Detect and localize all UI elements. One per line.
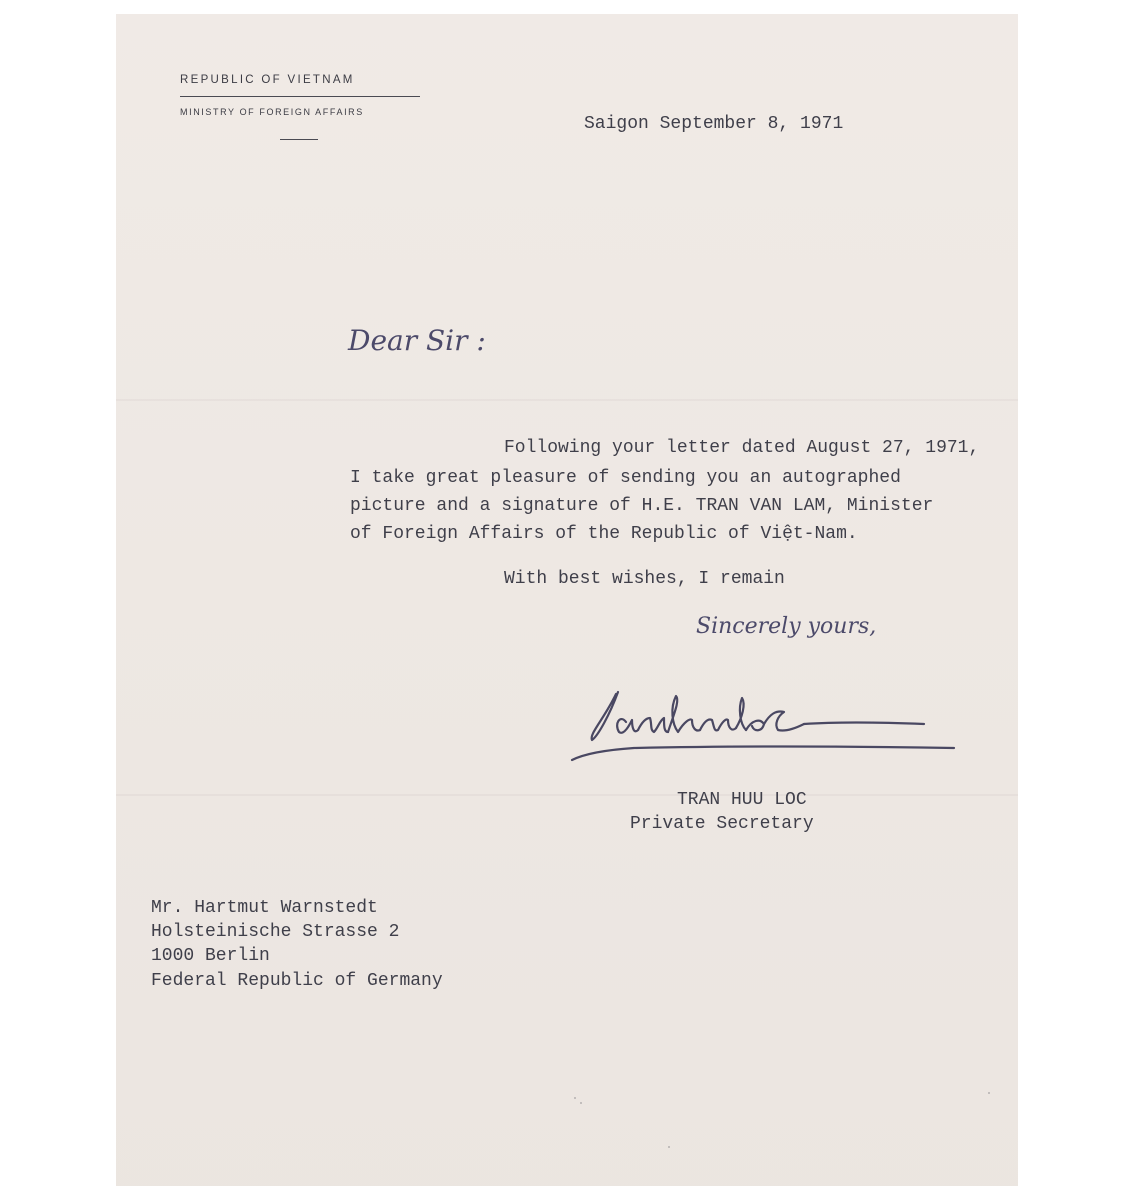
- paper-speck: [574, 1097, 576, 1099]
- address-line-3: 1000 Berlin: [151, 946, 270, 966]
- signatory-title: Private Secretary: [630, 814, 814, 834]
- letter-sheet: [116, 14, 1018, 1186]
- complimentary-close: Sincerely yours,: [696, 614, 877, 639]
- body-line-1: Following your letter dated August 27, 1971,: [504, 438, 980, 458]
- handwritten-signature: [564, 674, 964, 774]
- address-line-4: Federal Republic of Germany: [151, 971, 443, 991]
- letterhead-short-rule: [280, 139, 318, 140]
- paper-speck: [580, 1102, 582, 1104]
- letterhead-rule: [180, 96, 420, 97]
- closing-line: With best wishes, I remain: [504, 569, 785, 589]
- address-line-2: Holsteinische Strasse 2: [151, 922, 400, 942]
- paper-fold-line: [116, 794, 1018, 796]
- salutation: Dear Sir :: [348, 324, 486, 357]
- letterhead-ministry: MINISTRY OF FOREIGN AFFAIRS: [180, 107, 364, 117]
- paper-speck: [668, 1146, 670, 1148]
- paper-fold-line: [116, 399, 1018, 401]
- body-line-4: of Foreign Affairs of the Republic of Việt-Nam.: [350, 524, 858, 544]
- body-line-3: picture and a signature of H.E. TRAN VAN LAM, Minister: [350, 496, 934, 516]
- body-line-2: I take great pleasure of sending you an autographed: [350, 468, 901, 488]
- signatory-name: TRAN HUU LOC: [677, 790, 807, 810]
- letterhead-country: REPUBLIC OF VIETNAM: [180, 74, 355, 86]
- address-line-1: Mr. Hartmut Warnstedt: [151, 898, 378, 918]
- paper-speck: [988, 1092, 990, 1094]
- date-line: Saigon September 8, 1971: [584, 114, 844, 134]
